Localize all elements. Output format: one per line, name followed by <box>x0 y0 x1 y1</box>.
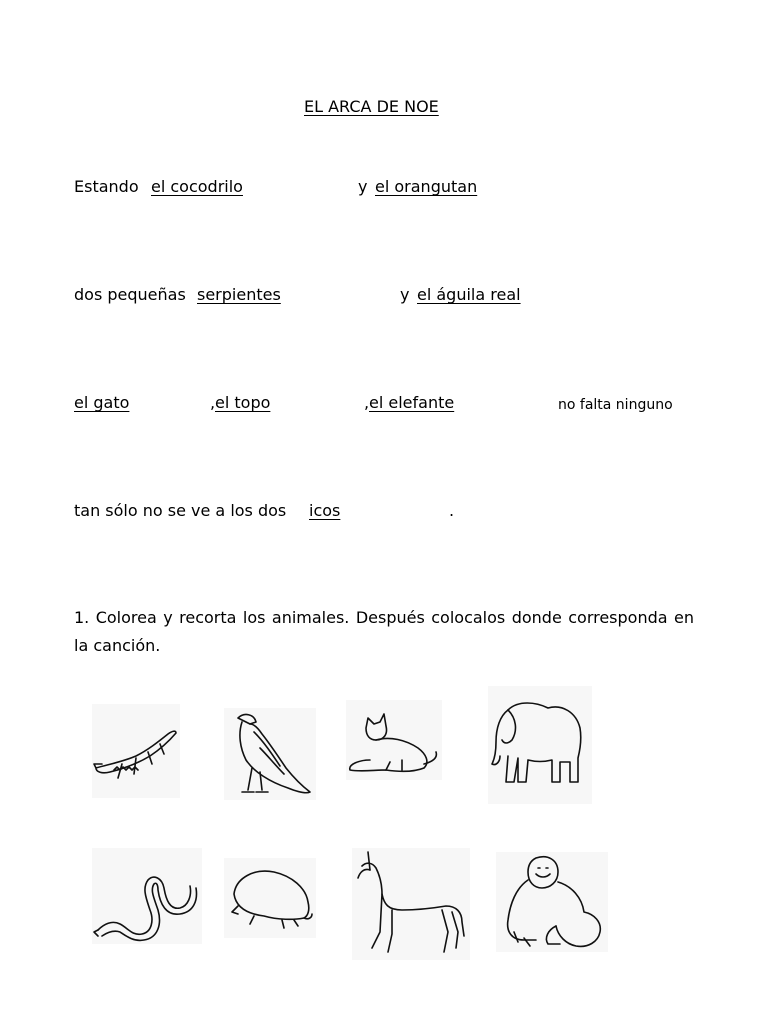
word-topo: el topo <box>215 393 271 412</box>
word-gato: el gato <box>74 393 130 412</box>
comma: , <box>364 393 370 412</box>
word-orangutan: el orangutan <box>375 177 478 196</box>
word-serpientes: serpientes <box>197 285 281 304</box>
eagle-icon <box>224 708 316 800</box>
orangutan-icon <box>496 852 608 952</box>
page-title: EL ARCA DE NOE <box>304 97 439 116</box>
unicorn-icon <box>352 848 470 960</box>
elephant-icon <box>488 686 592 804</box>
word-cocodrilo: el cocodrilo <box>151 177 243 196</box>
period: . <box>449 501 455 520</box>
line-estando: Estando <box>74 177 139 196</box>
connector-y: y <box>400 285 410 304</box>
word-elefante: el elefante <box>369 393 455 412</box>
instruction-text: 1. Colorea y recorta los animales. Después colocalos donde corresponda en la canción. <box>74 608 694 655</box>
word-aguila-real: el águila real <box>417 285 521 304</box>
line-dos-pequenas: dos pequeñas <box>74 285 186 304</box>
word-icos: icos <box>309 501 341 520</box>
snake-icon <box>92 848 202 944</box>
comma: , <box>210 393 216 412</box>
crocodile-icon <box>92 704 180 798</box>
no-falta-ninguno: no falta ninguno <box>558 397 673 413</box>
cat-icon <box>346 700 442 780</box>
mole-icon <box>224 858 316 938</box>
connector-y: y <box>358 177 368 196</box>
line-tan-solo: tan sólo no se ve a los dos <box>74 501 287 520</box>
